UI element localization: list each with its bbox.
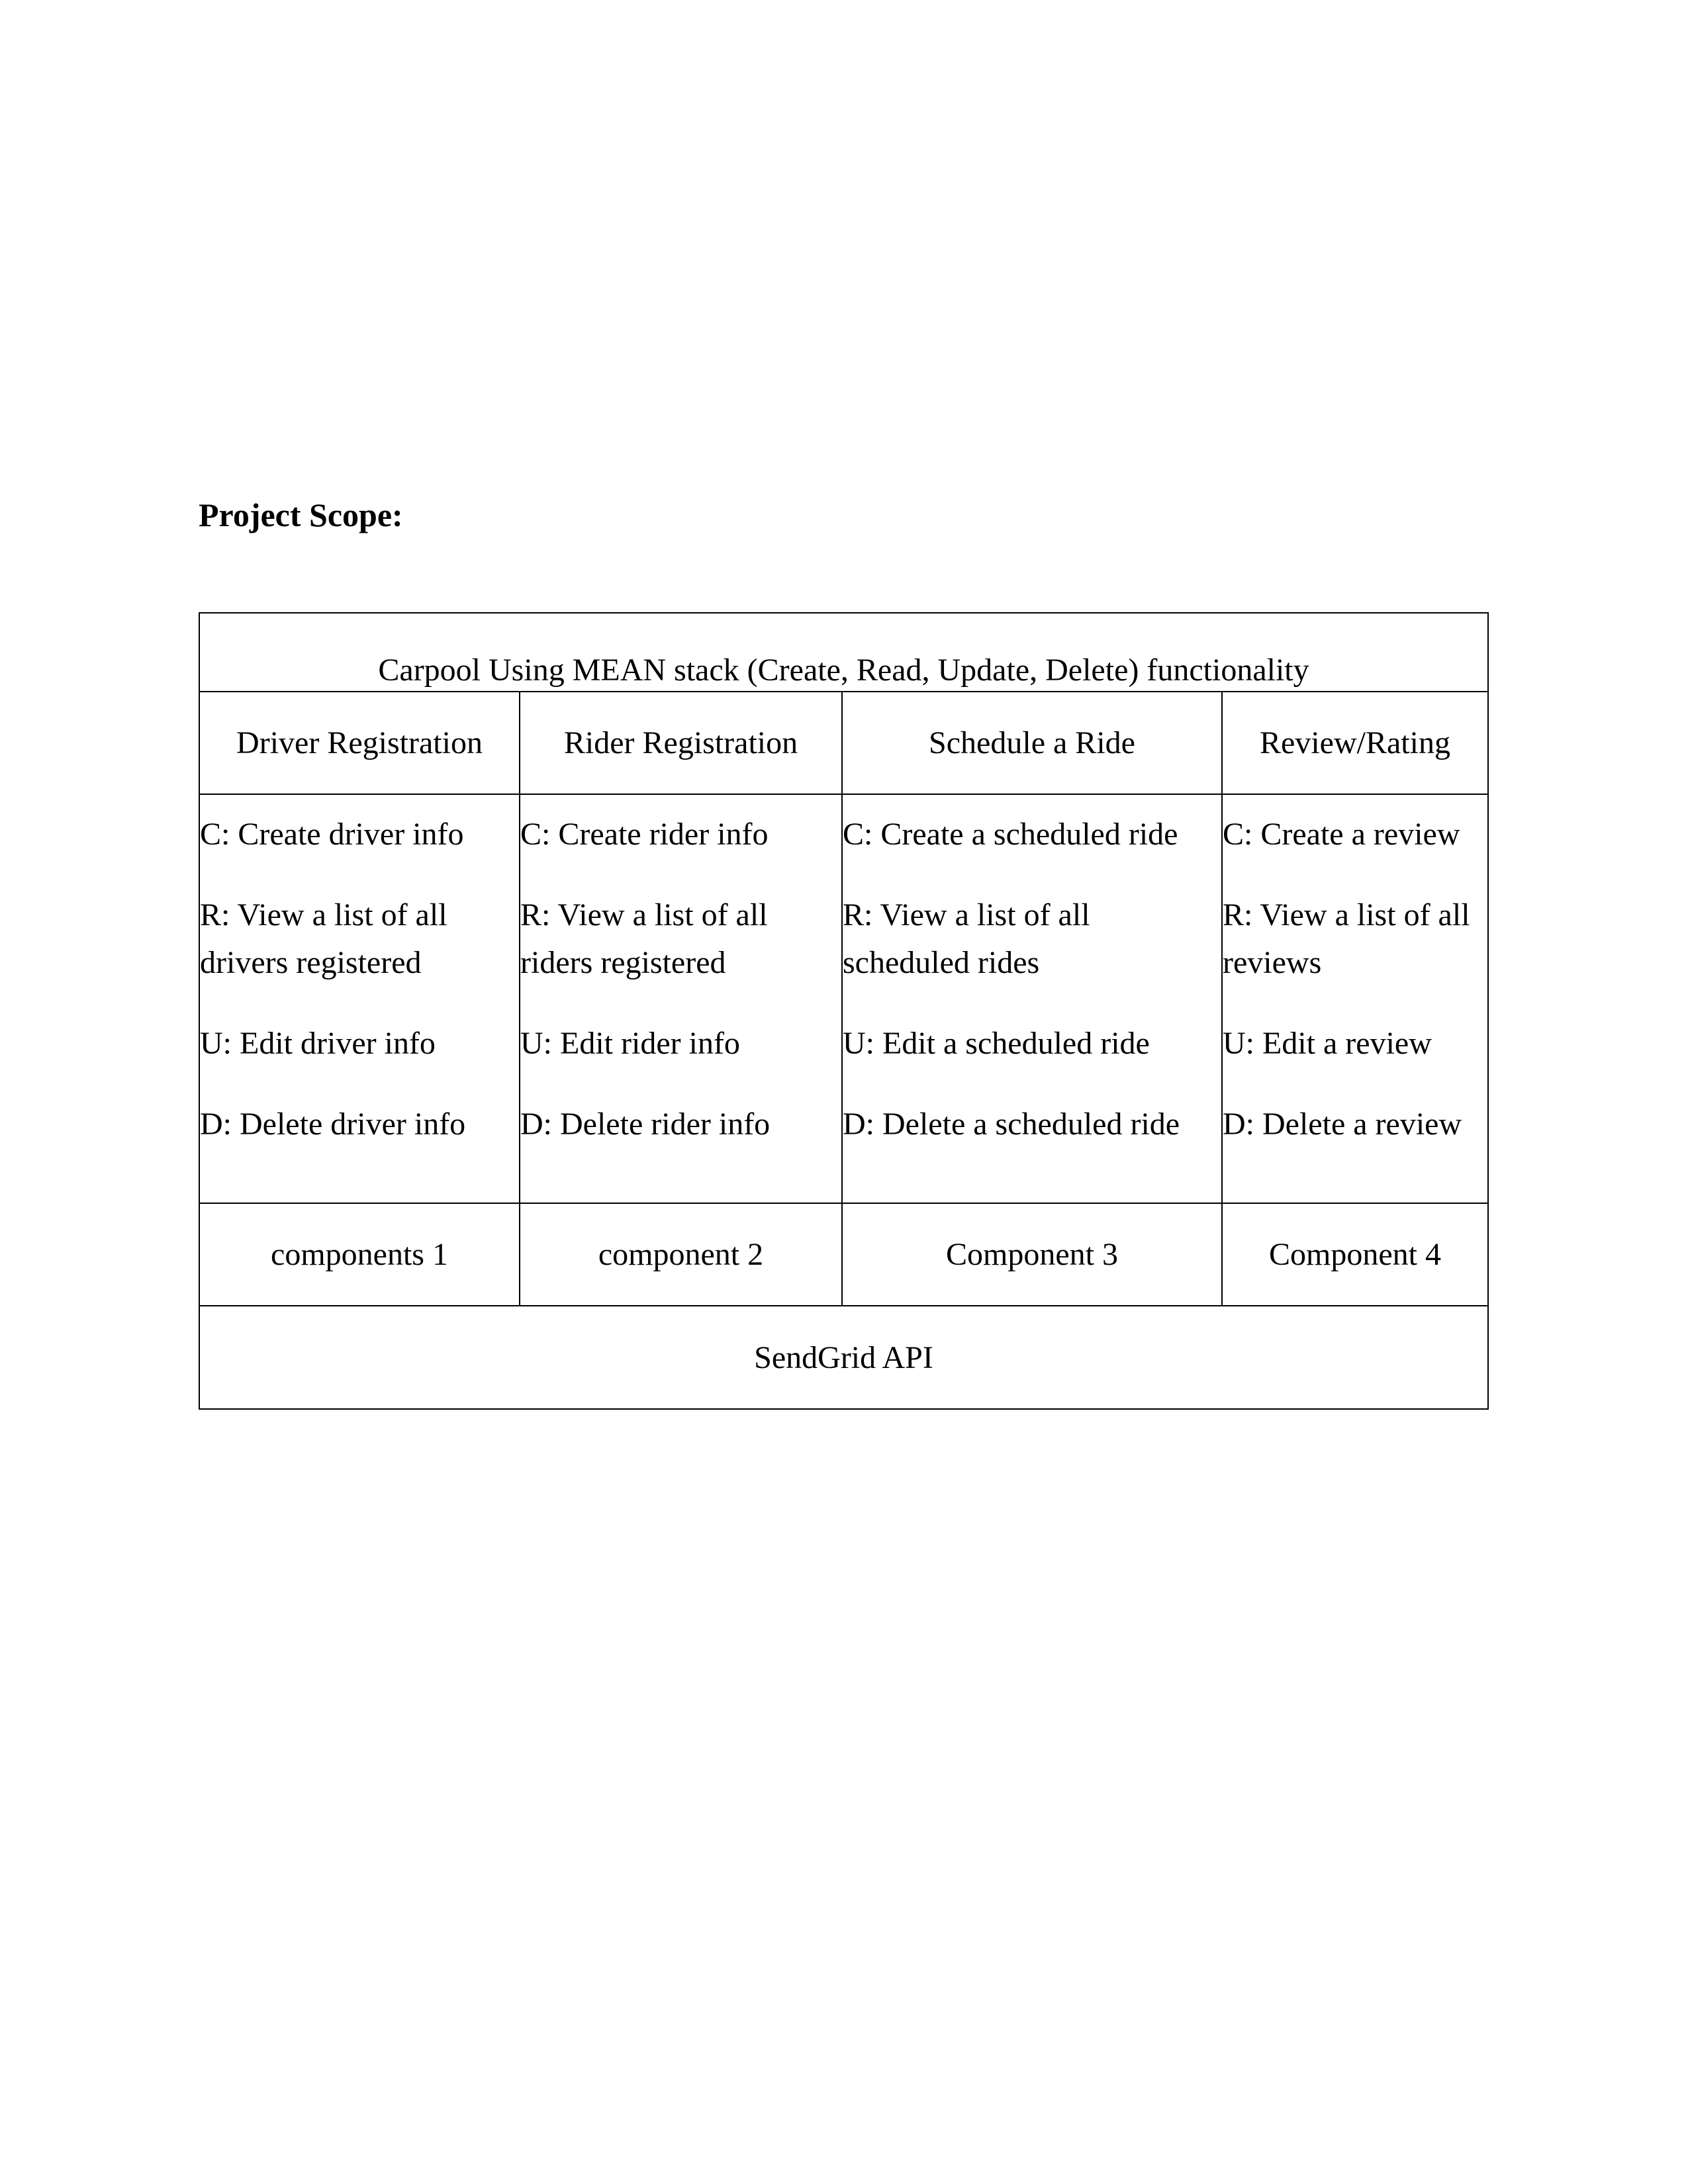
table-title-cell: Carpool Using MEAN stack (Create, Read, Update, Delete) functionality <box>199 613 1488 692</box>
component-3-cell: Component 3 <box>842 1203 1222 1306</box>
table-crud-row <box>199 794 1488 1203</box>
crud-read: R: View a list of all riders registered <box>520 897 768 980</box>
table-footer-row <box>199 1306 1488 1409</box>
table-header-row <box>199 692 1488 794</box>
table-component-row <box>199 1203 1488 1306</box>
crud-update: U: Edit rider info <box>520 1026 740 1061</box>
header-driver-registration: Driver Registration <box>199 692 520 794</box>
header-schedule-a-ride: Schedule a Ride <box>842 692 1222 794</box>
crud-cell-schedule <box>842 794 1222 1203</box>
crud-delete: D: Delete a scheduled ride <box>843 1107 1180 1142</box>
crud-update: U: Edit driver info <box>200 1026 436 1061</box>
crud-delete: D: Delete rider info <box>520 1107 771 1142</box>
crud-read: R: View a list of all scheduled rides <box>843 897 1090 980</box>
component-2-cell: component 2 <box>520 1203 842 1306</box>
header-rider-registration: Rider Registration <box>520 692 842 794</box>
table-title-row <box>199 613 1488 692</box>
crud-cell-review <box>1222 794 1488 1203</box>
crud-update: U: Edit a review <box>1223 1026 1432 1061</box>
crud-create: C: Create a scheduled ride <box>843 817 1178 852</box>
project-scope-table <box>199 612 1489 1410</box>
crud-create: C: Create rider info <box>520 817 769 852</box>
crud-cell-rider <box>520 794 842 1203</box>
crud-read: R: View a list of all drivers registered <box>200 897 447 980</box>
header-review-rating: Review/Rating <box>1222 692 1488 794</box>
crud-create: C: Create driver info <box>200 817 464 852</box>
crud-delete: D: Delete a review <box>1223 1107 1462 1142</box>
component-4-cell: Component 4 <box>1222 1203 1488 1306</box>
component-1-cell: components 1 <box>199 1203 520 1306</box>
crud-update: U: Edit a scheduled ride <box>843 1026 1150 1061</box>
crud-create: C: Create a review <box>1223 817 1460 852</box>
sendgrid-api-cell: SendGrid API <box>199 1306 1488 1409</box>
section-heading: Project Scope: <box>199 496 403 533</box>
crud-read: R: View a list of all reviews <box>1223 897 1470 980</box>
crud-delete: D: Delete driver info <box>200 1107 466 1142</box>
crud-cell-driver <box>199 794 520 1203</box>
